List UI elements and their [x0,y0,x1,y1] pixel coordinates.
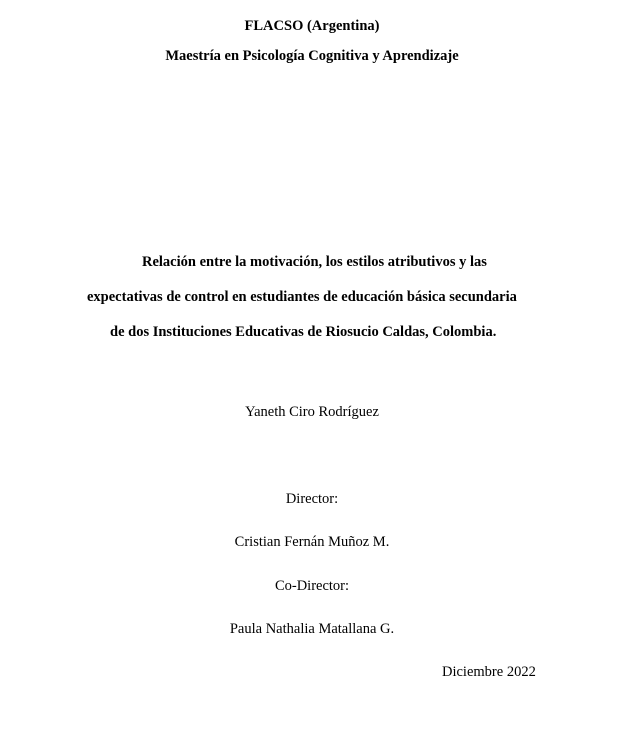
thesis-title-line-3: de dos Instituciones Educativas de Riosucio Caldas, Colombia. [110,324,497,340]
director-name: Cristian Fernán Muñoz M. [234,534,390,550]
author-name: Yaneth Ciro Rodríguez [245,404,379,420]
co-director-name: Paula Nathalia Matallana G. [229,621,395,637]
document-date: Diciembre 2022 [442,664,536,680]
institution-heading: FLACSO (Argentina) [244,18,380,34]
program-heading: Maestría en Psicología Cognitiva y Aprendizaje [165,48,459,64]
thesis-title-line-2: expectativas de control en estudiantes de educación básica secundaria [87,289,517,305]
thesis-title-line-1: Relación entre la motivación, los estilos atributivos y las [142,254,487,270]
co-director-label: Co-Director: [274,578,350,594]
director-label: Director: [285,491,339,507]
